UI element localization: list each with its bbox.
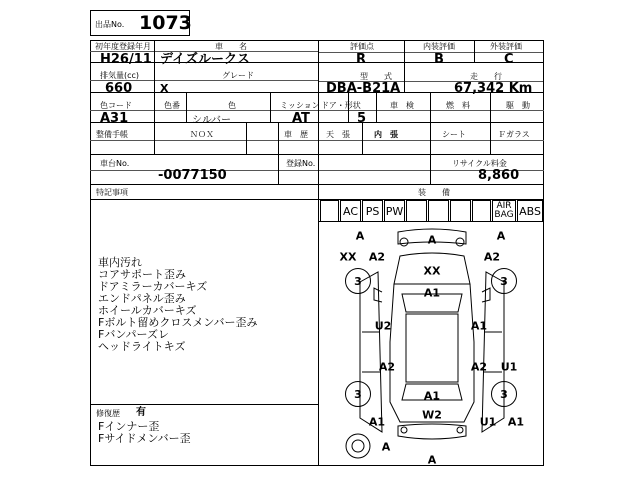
damage-mark: A (355, 229, 365, 243)
score-label: 評価点 (350, 42, 374, 51)
damage-mark: A (427, 453, 437, 467)
car-name-value: デイズルークス (160, 52, 250, 67)
color-code-value: A31 (100, 111, 129, 126)
roof-label: 天 張 (326, 130, 350, 139)
damage-mark: U2 (374, 319, 392, 333)
lot-label: 出品No. (95, 20, 125, 29)
equip-blank (428, 200, 449, 222)
seat-label: シート (442, 130, 466, 139)
damage-mark: A1 (470, 319, 488, 333)
repair-label: 修復歴 (96, 409, 120, 418)
damage-mark: A (427, 233, 437, 247)
equip-abs: ABS (517, 200, 543, 222)
repair-list (98, 421, 191, 445)
model-value: DBA-B21A (326, 81, 401, 96)
damage-mark: A1 (423, 389, 441, 403)
repair-line: Fサイドメンバー歪 (98, 432, 191, 445)
damage-mark: A (381, 440, 391, 454)
first-reg-label: 初年度登録年月 (95, 42, 151, 51)
note-line: ドアミラーカバーキズ (98, 280, 208, 293)
equip-blank (450, 200, 471, 222)
special-notes-label: 特記事項 (96, 188, 128, 197)
damage-mark: A1 (423, 286, 441, 300)
equipment-label: 装 備 (418, 188, 450, 197)
doors-value: 5 (357, 111, 367, 126)
first-reg-value: H26/11 (100, 52, 152, 67)
car-name-label: 車 名 (215, 42, 247, 51)
equip-blank (472, 200, 491, 222)
damage-mark: A1 (507, 415, 525, 429)
tire-rear-left: 3 (345, 381, 371, 407)
note-line: コアサポート歪み (98, 268, 186, 281)
nox-label: ＮＯＸ (190, 130, 214, 139)
color-no-label: 色番 (164, 101, 180, 110)
reg-label: 登録No. (286, 159, 316, 168)
mileage-label: 走 行 (470, 72, 502, 81)
note-line: ホイールカバーキズ (98, 304, 197, 317)
equip-pw: PW (384, 200, 405, 222)
note-line: Fボルト留めクロスメンバー歪み (98, 316, 258, 329)
mileage-value: 67,342 Km (454, 81, 533, 96)
lot-number-box (90, 10, 190, 36)
exterior-value: C (504, 52, 514, 67)
repair-line: Fインナー歪 (98, 420, 160, 433)
equip-blank (320, 200, 339, 222)
special-notes-list (98, 257, 258, 353)
drive-label: 駆 動 (506, 101, 530, 110)
lot-number: 1073 (139, 12, 192, 34)
damage-mark: A2 (378, 360, 396, 374)
grade-label: グレード (222, 71, 254, 80)
maint-label: 整備手帳 (96, 130, 128, 139)
note-line: 車内汚れ (98, 256, 142, 269)
damage-mark: W2 (422, 408, 442, 422)
damage-mark: XX (423, 264, 441, 278)
exterior-label: 外装評価 (490, 42, 522, 51)
damage-mark: XX (339, 250, 357, 264)
damage-mark: A2 (368, 250, 386, 264)
equip-blank (406, 200, 427, 222)
damage-mark: U1 (479, 415, 497, 429)
color-code-label: 色コード (100, 101, 132, 110)
chassis-label: 車台No. (100, 159, 130, 168)
recycle-value: 8,860 (478, 168, 520, 183)
color-value: シルバー (192, 115, 232, 126)
history-label: 車 歴 (284, 130, 308, 139)
note-line: Fバンパーズレ (98, 328, 170, 341)
damage-mark: A2 (483, 250, 501, 264)
damage-mark: A2 (470, 360, 488, 374)
chassis-value: -0077150 (158, 168, 227, 183)
equip-ac: AC (340, 200, 361, 222)
damage-mark: A1 (368, 415, 386, 429)
tire-front-left: 3 (345, 268, 371, 294)
equip-ps: PS (362, 200, 383, 222)
doors-label: ドア・形状 (321, 101, 361, 110)
tire-front-right: 3 (491, 268, 517, 294)
note-line: エンドパネル歪み (98, 292, 186, 305)
color-label: 色 (228, 101, 236, 110)
inspection-label: 車 検 (390, 101, 414, 110)
repair-value: 有 (136, 407, 146, 418)
interior-value: B (434, 52, 444, 67)
mission-value: AT (292, 111, 310, 126)
interior-label: 内装評価 (423, 42, 455, 51)
fuel-label: 燃 料 (446, 101, 470, 110)
tire-rear-right: 3 (491, 381, 517, 407)
damage-mark: A (496, 229, 506, 243)
recycle-label: リサイクル料金 (452, 159, 507, 168)
displacement-value: 660 (105, 81, 133, 96)
grade-value: X (160, 82, 169, 95)
damage-mark: U1 (500, 360, 518, 374)
note-line: ヘッドライトキズ (98, 340, 186, 353)
mission-label: ミッション (280, 101, 320, 110)
equip-airbag: AIR BAG (492, 200, 516, 222)
displacement-label: 排気量(cc) (100, 71, 140, 80)
fglass-label: Ｆガラス (498, 130, 530, 139)
model-label: 型 式 (360, 72, 392, 81)
score-value: R (356, 52, 367, 67)
uchibari-label: 内 張 (374, 130, 398, 139)
